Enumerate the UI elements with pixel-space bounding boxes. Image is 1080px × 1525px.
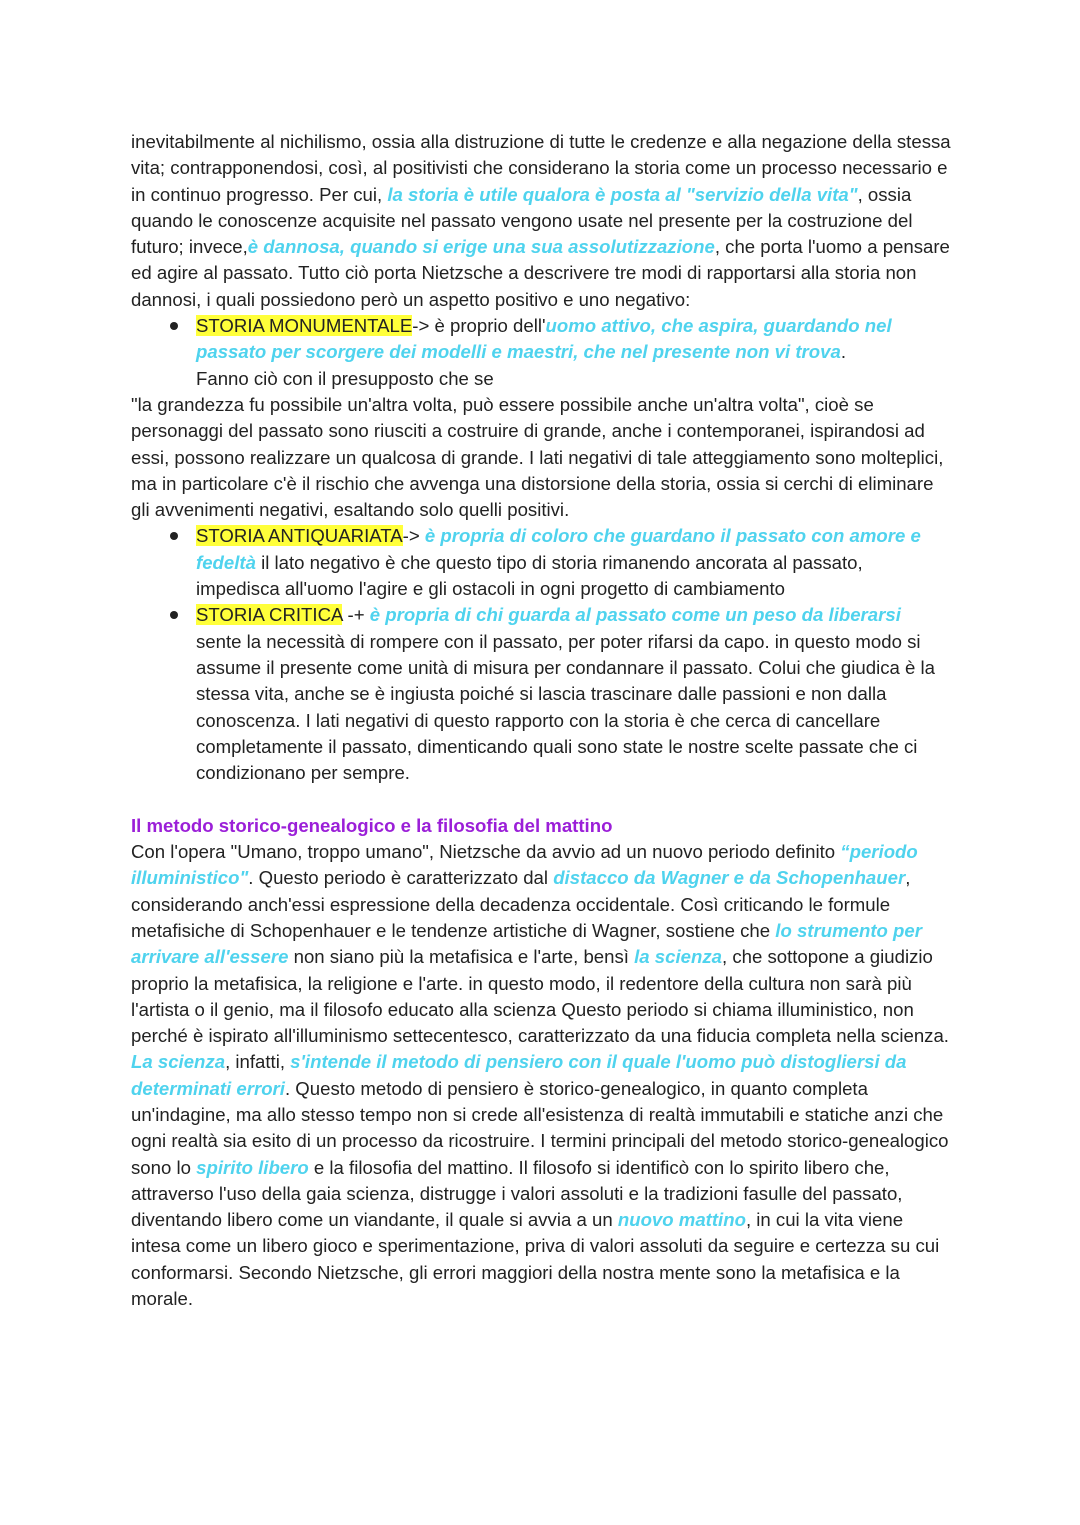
bullet-list-1 [131,313,951,392]
list-item-storia-critica: STORIA CRITICA -+ è propria di chi guarda al passato come un peso da liberarsi sente la necessità di rompere con il passato, per poter rifarsi da capo. in questo modo si assume il presente come unità di misura per condannare il passato. Colui che giudica è la stessa vita, anche se è ingiusta poiché si lascia trascinare dalle passioni e non dalla conoscenza. I lati negativi di questo rapporto con la storia è che cerca di cancellare completamente il passato, dimenticando quali sono state le nostre scelte passate che ci condizionano per sempre. [131,602,951,786]
highlight-phrase: “periodo illuministico" [131,841,918,889]
highlight-phrase: è propria di chi guarda al passato come un peso da liberarsi [369,604,901,626]
marked-label: STORIA MONUMENTALE [196,315,413,337]
section-spacer [131,786,951,812]
highlight-phrase: s'intende il metodo di pensiero con il quale l'uomo può distogliersi da determinati errori [131,1051,907,1099]
highlight-phrase: La scienza [131,1051,226,1073]
monumentale-paragraph: "la grandezza fu possibile un'altra volta, può essere possibile anche un'altra volta", cioè se personaggi del passato sono riusciti a costruire di grande, anche i contemporanei, ispirandosi ad essi, possono realizzare un qualcosa di grande. I lati negativi di tale atteggiamento sono molteplici, ma in particolare c'è il rischio che avvenga una distorsione della storia, ossia si cerchi di eliminare gli avvenimenti negativi, esaltando solo quelli positivi. [131,393,944,521]
metodo-paragraph: Con l'opera "Umano, troppo umano", Nietzsche da avvio ad un nuovo periodo definito “periodo illuministico". Questo periodo è caratterizzato dal distacco da Wagner e da Schopenhauer, considerando anch'essi espressione della decadenza occidentale. Così criticando le formule metafisiche di Schopenhauer e le tendenze artistiche di Wagner, sostiene che lo strumento per arrivare all'essere non siano più la metafisica e l'arte, bensì la scienza, che sottopone a giudizio proprio la metafisica, la religione e l'arte. in questo modo, il redentore della cultura non sarà più l'artista o il genio, ma il filosofo educato alla scienza Questo periodo si chiama illuministico, non perché è ispirato all'illuminismo settecentesco, caratterizzato da una fiducia completa nella scienza. La scienza, infatti, s'intende il metodo di pensiero con il quale l'uomo può distogliersi da determinati errori. Questo metodo di pensiero è storico-genealogico, in quanto completa un'indagine, ma allo stesso tempo non si crede all'esistenza di realtà immutabili e statiche anzi che ogni realtà sia esito di un processo da ricostruire. I termini principali del metodo storico-genealogico sono lo spirito libero e la filosofia del mattino. Il filosofo si identificò con lo spirito libero che, attraverso l'uso della gaia scienza, distrugge i valori assoluti e la tradizioni fasulle del passato, diventando libero come un viandante, il quale si avvia a un nuovo mattino, in cui la vita viene intesa come un libero gioco e sperimentazione, priva di valori assoluti da seguire e certezza su cui conformarsi. Secondo Nietzsche, gli errori maggiori della nostra mente sono la metafisica e la morale. [131,841,949,1310]
marked-label: STORIA CRITICA [196,604,343,626]
section-heading: Il metodo storico-genealogico e la filosofia del mattino [131,814,613,836]
highlight-phrase: uomo attivo, che aspira, guardando nel passato per scorgere dei modelli e maestri, che nel presente non vi trova [196,315,892,363]
highlight-phrase: spirito libero [196,1156,309,1178]
intro-paragraph: inevitabilmente al nichilismo, ossia alla distruzione di tutte le credenze e alla negazione della stessa vita; contrapponendosi, così, al positivisti che considerano la storia come un processo necessario e in continuo progresso. Per cui, la storia è utile qualora è posta al "servizio della vita", ossia quando le conoscenze acquisite nel passato vengono usate nel presente per la costruzione del futuro; invece,è dannosa, quando si erige una sua assolutizzazione, che porta l'uomo a pensare ed agire al passato. Tutto ciò porta Nietzsche a descrivere tre modi di rapportarsi alla storia non dannosi, i quali possiedono però un aspetto positivo e uno negativo: [131,131,951,310]
highlight-phrase: la storia è utile qualora è posta al "servizio della vita" [387,183,858,205]
highlight-phrase: è propria di coloro che guardano il passato con amore e fedeltà [196,525,921,573]
list-item-storia-antiquariata: STORIA ANTIQUARIATA-> è propria di coloro che guardano il passato con amore e fedeltà il lato negativo è che questo tipo di storia rimanendo ancorata al passato, impedisca all'uomo l'agire e gli ostacoli in ogni progetto di cambiamento [131,523,951,602]
marked-label: STORIA ANTIQUARIATA [196,525,403,547]
highlight-phrase: lo strumento per arrivare all'essere [131,919,922,968]
list-item-storia-monumentale: STORIA MONUMENTALE-> è proprio dell'uomo attivo, che aspira, guardando nel passato per scorgere dei modelli e maestri, che nel presente non vi trova. Fanno ciò con il presupposto che se [131,313,951,392]
highlight-phrase: la scienza [634,946,722,968]
bullet-list-2 [131,523,951,786]
highlight-phrase: è dannosa, quando si erige una sua assolutizzazione [247,236,715,258]
highlight-phrase: nuovo mattino [617,1209,746,1231]
document-page [131,129,951,1312]
highlight-phrase: distacco da Wagner e da Schopenhauer [553,867,906,889]
